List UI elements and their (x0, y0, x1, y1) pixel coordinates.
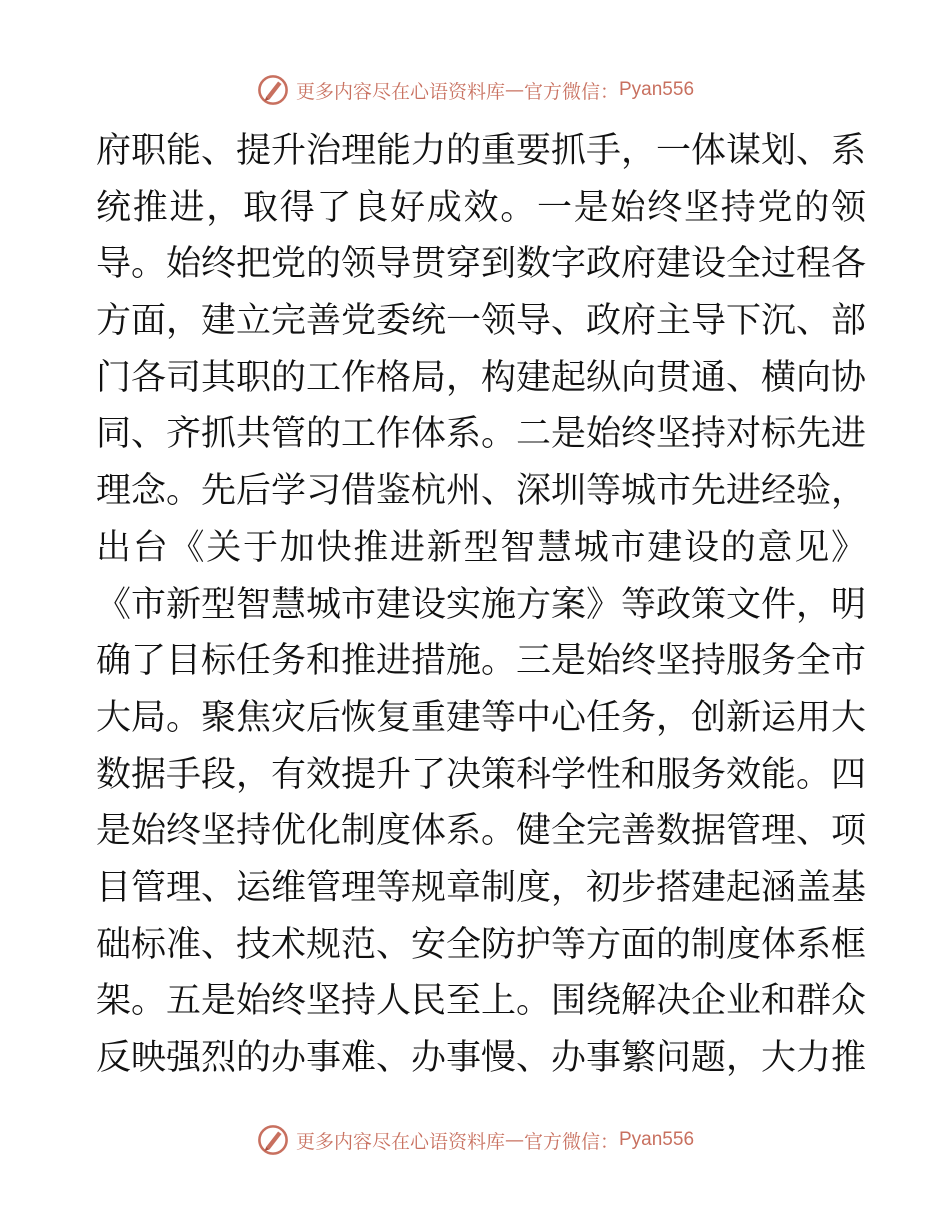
document-body (96, 123, 866, 1087)
body-line: 大局。聚焦灾后恢复重建等中心任务，创新运用大 (96, 697, 866, 738)
watermark-wechat-label: 官方微信： (523, 80, 619, 103)
body-line: 门各司其职的工作格局，构建起纵向贯通、横向协 (96, 357, 866, 398)
pen-circle-logo-icon (256, 73, 290, 107)
body-line: 府职能、提升治理能力的重要抓手，一体谋划、系 (96, 131, 866, 171)
header-watermark (0, 70, 950, 110)
body-line: 《市新型智慧城市建设实施方案》等政策文件，明 (96, 584, 866, 625)
body-line: 数据手段，有效提升了决策科学性和服务效能。四 (96, 754, 866, 795)
watermark-text: 更多内容尽在心语资料库 (295, 1130, 505, 1153)
body-line: 反映强烈的办事难、办事慢、办事繁问题，大力推 (96, 1038, 866, 1078)
body-line: 是始终坚持优化制度体系。健全完善数据管理、项 (96, 811, 866, 852)
body-line: 出台《关于加快推进新型智慧城市建设的意见》 (96, 527, 866, 568)
body-line: 架。五是始终坚持人民至上。围绕解决企业和群众 (96, 981, 866, 1022)
watermark-separator: — (504, 79, 524, 101)
watermark-wechat-id: Pyan556 (619, 1129, 695, 1150)
watermark-text: 更多内容尽在心语资料库 (295, 80, 505, 103)
footer-watermark (0, 1120, 950, 1160)
watermark-separator: — (504, 1129, 524, 1151)
pen-circle-logo-icon (256, 1123, 290, 1157)
body-line: 方面，建立完善党委统一领导、政府主导下沉、部 (96, 301, 866, 342)
body-line: 理念。先后学习借鉴杭州、深圳等城市先进经验， (96, 471, 866, 512)
body-line: 同、齐抓共管的工作体系。二是始终坚持对标先进 (96, 414, 866, 455)
body-line: 确了目标任务和推进措施。三是始终坚持服务全市 (96, 641, 866, 682)
watermark-wechat-label: 官方微信： (523, 1130, 619, 1153)
body-line: 础标准、技术规范、安全防护等方面的制度体系框 (96, 924, 866, 965)
body-line: 目管理、运维管理等规章制度，初步搭建起涵盖基 (96, 867, 866, 908)
watermark-wechat-id: Pyan556 (619, 79, 695, 100)
body-line: 导。始终把党的领导贯穿到数字政府建设全过程各 (96, 244, 866, 285)
body-line: 统推进，取得了良好成效。一是始终坚持党的领 (96, 187, 866, 228)
